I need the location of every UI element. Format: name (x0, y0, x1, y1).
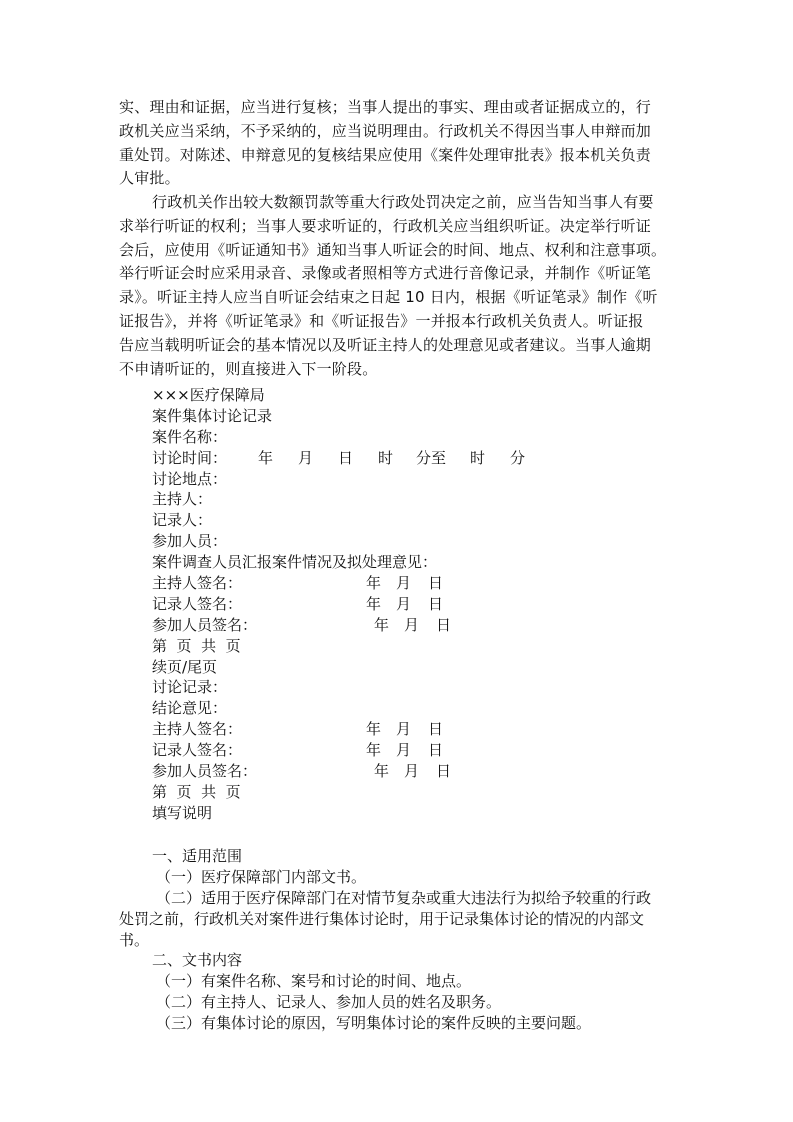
date-day: 日 (428, 720, 444, 739)
text-line: 求举行听证的权利；当事人要求听证的，行政机关应当组织听证。决定举行听证 (119, 216, 652, 235)
instruction-item-continued: 处罚之前，行政机关对案件进行集体讨论时，用于记录集体讨论的情况的内部文 (119, 909, 645, 928)
time-day: 日 (338, 448, 354, 467)
discussion-place-row (152, 469, 692, 490)
time-year: 年 (258, 448, 274, 467)
case-name-label: 案件名称： (152, 427, 228, 446)
host-signature-label: 主持人签名： (152, 574, 243, 593)
date-year: 年 (374, 615, 390, 634)
form-title: 案件集体讨论记录 (152, 406, 273, 425)
time-end-minute: 分 (510, 448, 526, 467)
date-year: 年 (374, 762, 390, 781)
discussion-record-row (152, 677, 692, 698)
continuation-row (152, 657, 692, 678)
date-year: 年 (366, 594, 382, 613)
page-count-row (152, 636, 692, 657)
instruction-item: （三）有集体讨论的原因，写明集体讨论的案件反映的主要问题。 (156, 1014, 592, 1033)
time-hour: 时 (378, 448, 394, 467)
agency-name: ×××医疗保障局 (152, 386, 265, 404)
date-day: 日 (428, 574, 444, 593)
recorder-label: 记录人： (152, 511, 213, 530)
report-row (152, 552, 692, 573)
instruction-item: （二）适用于医疗保障部门在对情节复杂或重大违法行为拟给予较重的行政 (156, 888, 652, 907)
instructions-title: 填写说明 (152, 803, 213, 822)
discussion-time-row (152, 448, 692, 469)
date-day: 日 (428, 594, 444, 613)
instruction-item: （一）医疗保障部门内部文书。 (156, 867, 367, 886)
host-signature-label: 主持人签名： (152, 720, 243, 739)
recorder-signature-label: 记录人签名： (152, 741, 243, 760)
recorder-signature-row-2 (152, 740, 692, 761)
text-line: 人审批。 (119, 169, 180, 188)
text-line: 不申请听证的，则直接进入下一阶段。 (119, 359, 378, 378)
page-count-row-2 (152, 782, 692, 803)
section-title: 二、文书内容 (152, 951, 243, 970)
text-line: 实、理由和证据，应当进行复核；当事人提出的事实、理由或者证据成立的，行 (119, 98, 652, 116)
date-month: 月 (396, 720, 412, 739)
intro-paragraph-1 (119, 96, 684, 191)
participants-label: 参加人员： (152, 532, 228, 551)
date-month: 月 (396, 594, 412, 613)
discussion-record-form (152, 385, 692, 824)
time-end-hour: 时 (470, 448, 486, 467)
date-month: 月 (404, 615, 420, 634)
recorder-row (152, 510, 692, 531)
text-line: 录》。听证主持人应当自听证会结束之日起 10 日内，根据《听证笔录》制作《听 (119, 288, 658, 307)
text-line: 举行听证会时应采用录音、录像或者照相等方式进行音像记录，并制作《听证笔 (119, 264, 652, 283)
continuation-label: 续页/尾页 (152, 657, 218, 676)
report-label: 案件调查人员汇报案件情况及拟处理意见： (152, 553, 438, 572)
instructions (119, 846, 684, 1034)
time-minute-to: 分至 (416, 448, 447, 467)
instruction-item-continued: 书。 (119, 930, 150, 949)
host-row (152, 489, 692, 510)
section-title: 一、适用范围 (152, 847, 243, 865)
date-day: 日 (436, 762, 452, 781)
host-label: 主持人： (152, 490, 213, 509)
participants-signature-row-2 (152, 761, 692, 782)
date-day: 日 (436, 615, 452, 634)
instruction-item: （二）有主持人、记录人、参加人员的姓名及职务。 (156, 993, 502, 1012)
discussion-place-label: 讨论地点： (152, 469, 228, 488)
intro-paragraph-2 (119, 191, 684, 381)
case-name-row (152, 427, 692, 448)
date-year: 年 (366, 574, 382, 593)
agency-name-row (152, 385, 692, 406)
date-month: 月 (396, 574, 412, 593)
text-line: 会后，应使用《听证通知书》通知当事人听证会的时间、地点、权利和注意事项。 (119, 240, 667, 259)
participants-row (152, 531, 692, 552)
date-month: 月 (396, 741, 412, 760)
text-line: 行政机关作出较大数额罚款等重大行政处罚决定之前，应当告知当事人有要 (152, 193, 654, 211)
instruction-item: （一）有案件名称、案号和讨论的时间、地点。 (156, 972, 472, 991)
date-month: 月 (404, 762, 420, 781)
conclusion-label: 结论意见： (152, 699, 228, 718)
text-line: 重处罚。对陈述、申辩意见的复核结果应使用《案件处理审批表》报本机关负责 (119, 145, 652, 164)
host-signature-row-2 (152, 719, 692, 740)
page-count: 第 页 共 页 (152, 636, 241, 655)
participants-signature-label: 参加人员签名： (152, 615, 258, 634)
text-line: 证报告》，并将《听证笔录》和《听证报告》一并报本行政机关负责人。听证报 (119, 311, 644, 330)
participants-signature-label: 参加人员签名： (152, 762, 258, 781)
date-day: 日 (428, 741, 444, 760)
instructions-title-row (152, 803, 692, 824)
date-year: 年 (366, 720, 382, 739)
time-month: 月 (298, 448, 314, 467)
discussion-time-label: 讨论时间： (152, 448, 228, 467)
conclusion-row (152, 698, 692, 719)
date-year: 年 (366, 741, 382, 760)
form-title-row (152, 406, 692, 427)
recorder-signature-label: 记录人签名： (152, 594, 243, 613)
participants-signature-row (152, 615, 692, 636)
page-count: 第 页 共 页 (152, 782, 241, 801)
host-signature-row (152, 573, 692, 594)
discussion-record-label: 讨论记录： (152, 678, 228, 697)
text-line: 告应当载明听证会的基本情况以及听证主持人的处理意见或者建议。当事人逾期 (119, 335, 652, 354)
recorder-signature-row (152, 594, 692, 615)
text-line: 政机关应当采纳，不予采纳的，应当说明理由。行政机关不得因当事人申辩而加 (119, 121, 652, 140)
